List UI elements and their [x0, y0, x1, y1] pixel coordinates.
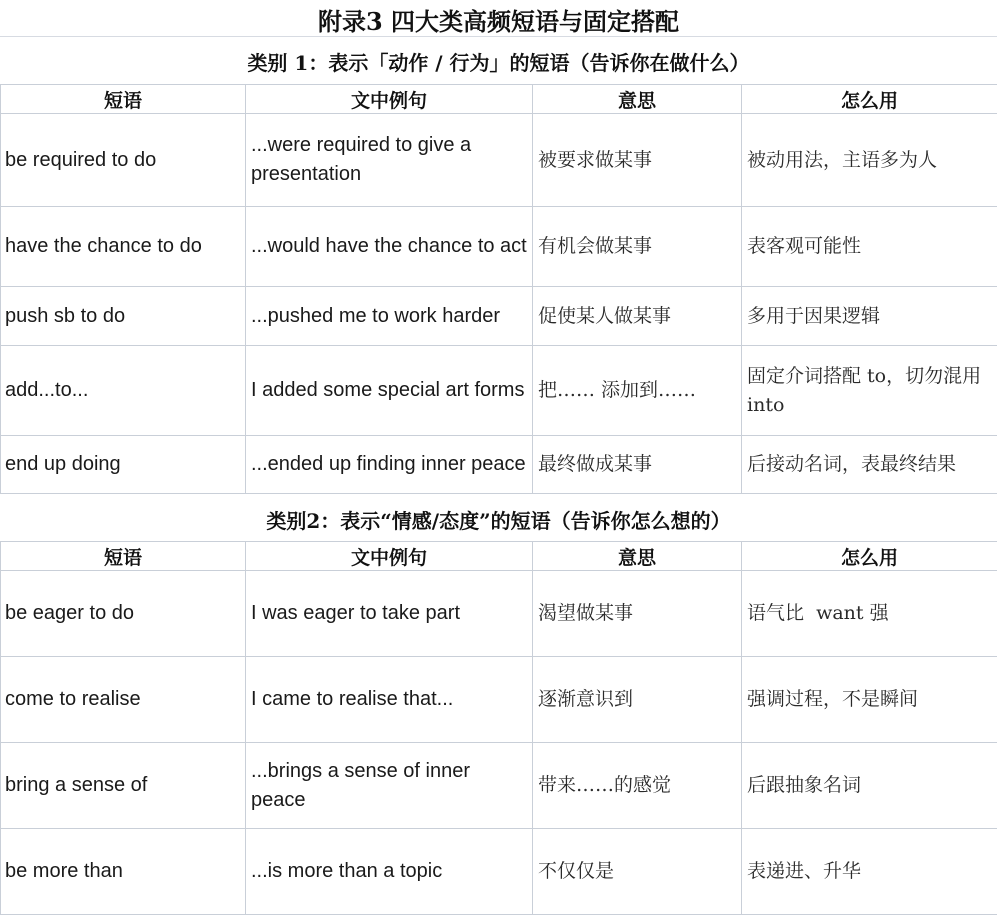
- meaning-cell: 被要求做某事: [533, 114, 742, 207]
- example-cell: ...is more than a topic: [246, 829, 533, 915]
- example-cell: ...were required to give a presentation: [246, 114, 533, 207]
- section1-title: 类别 1：表示「动作 / 行为」的短语（告诉你在做什么）: [247, 50, 750, 75]
- usage-cell: 固定介词搭配 to，切勿混用 into: [742, 346, 997, 436]
- table-row: [1, 657, 997, 743]
- table-row: [1, 571, 997, 657]
- example-cell: I came to realise that...: [246, 657, 533, 743]
- title-divider: [0, 36, 997, 37]
- example-cell: ...pushed me to work harder: [246, 287, 533, 346]
- table-row: [1, 207, 997, 287]
- table-row: [1, 114, 997, 207]
- usage-cell: 表客观可能性: [742, 207, 997, 287]
- section2-title: 类别2：表示“情感/态度”的短语（告诉你怎么想的）: [266, 508, 731, 533]
- meaning-cell: 渴望做某事: [533, 571, 742, 657]
- meaning-cell: 带来……的感觉: [533, 743, 742, 829]
- phrase-cell: come to realise: [1, 657, 246, 743]
- example-cell: ...ended up finding inner peace: [246, 436, 533, 494]
- header-meaning: 意思: [533, 85, 742, 114]
- example-cell: ...would have the chance to act: [246, 207, 533, 287]
- example-cell: I was eager to take part: [246, 571, 533, 657]
- usage-cell: 多用于因果逻辑: [742, 287, 997, 346]
- header-usage: 怎么用: [742, 85, 997, 114]
- meaning-cell: 逐渐意识到: [533, 657, 742, 743]
- phrase-cell: be more than: [1, 829, 246, 915]
- phrase-cell: have the chance to do: [1, 207, 246, 287]
- usage-cell: 后接动名词，表最终结果: [742, 436, 997, 494]
- usage-cell: 表递进、升华: [742, 829, 997, 915]
- phrase-cell: be required to do: [1, 114, 246, 207]
- meaning-cell: 最终做成某事: [533, 436, 742, 494]
- example-cell: I added some special art forms: [246, 346, 533, 436]
- header-phrase: 短语: [1, 85, 246, 114]
- table-row: [1, 346, 997, 436]
- table-row: [1, 436, 997, 494]
- table-header-row: [1, 85, 997, 114]
- usage-cell: 强调过程，不是瞬间: [742, 657, 997, 743]
- header-usage: 怎么用: [742, 542, 997, 571]
- meaning-cell: 有机会做某事: [533, 207, 742, 287]
- meaning-cell: 不仅仅是: [533, 829, 742, 915]
- usage-cell: 被动用法，主语多为人: [742, 114, 997, 207]
- header-phrase: 短语: [1, 542, 246, 571]
- page-title: 附录3 四大类高频短语与固定搭配: [317, 6, 680, 36]
- usage-cell: 语气比 want 强: [742, 571, 997, 657]
- section1-table: [0, 84, 997, 494]
- header-example: 文中例句: [246, 542, 533, 571]
- table-header-row: [1, 542, 997, 571]
- example-cell: ...brings a sense of inner peace: [246, 743, 533, 829]
- phrase-cell: bring a sense of: [1, 743, 246, 829]
- phrase-cell: push sb to do: [1, 287, 246, 346]
- table-row: [1, 829, 997, 915]
- table-row: [1, 287, 997, 346]
- usage-cell: 后跟抽象名词: [742, 743, 997, 829]
- section2-table: [0, 541, 997, 915]
- phrase-cell: add...to...: [1, 346, 246, 436]
- meaning-cell: 促使某人做某事: [533, 287, 742, 346]
- phrase-cell: end up doing: [1, 436, 246, 494]
- header-meaning: 意思: [533, 542, 742, 571]
- phrase-cell: be eager to do: [1, 571, 246, 657]
- meaning-cell: 把…… 添加到……: [533, 346, 742, 436]
- table-row: [1, 743, 997, 829]
- header-example: 文中例句: [246, 85, 533, 114]
